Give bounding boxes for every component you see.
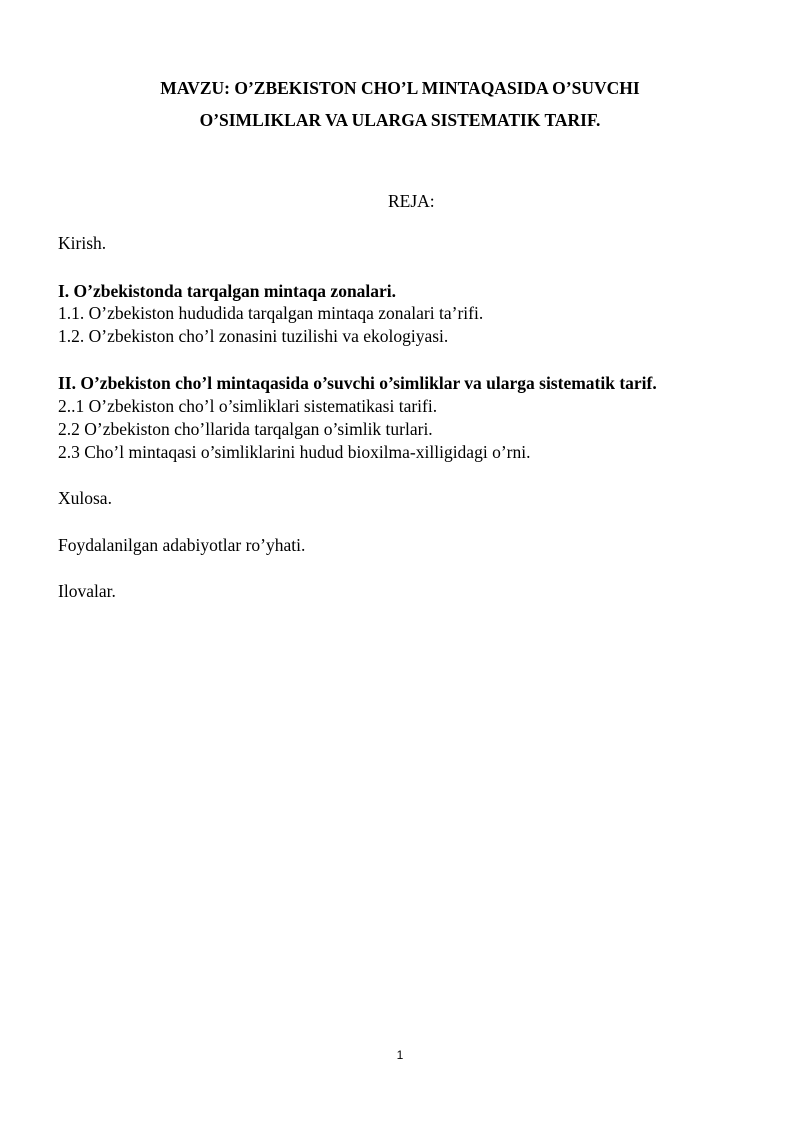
section-2-item: 2.2 O’zbekiston cho’llarida tarqalgan o’simlik turlari.: [58, 419, 433, 439]
plan-heading: REJA:: [388, 191, 435, 211]
section-2-item: 2.3 Cho’l mintaqasi o’simliklarini hudud bioxilma-xilligidagi o’rni.: [58, 442, 531, 462]
title-line-2: O’SIMLIKLAR VA ULARGA SISTEMATIK TARIF.: [199, 110, 601, 130]
section-2-heading: II. O’zbekiston cho’l mintaqasida o’suvchi o’simliklar va ularga sistematik tarif.: [58, 373, 657, 393]
title-line-1: MAVZU: O’ZBEKISTON CHO’L MINTAQASIDA O’SUVCHI: [160, 78, 640, 98]
appendices-item: Ilovalar.: [58, 581, 116, 601]
section-1-item: 1.2. O’zbekiston cho’l zonasini tuzilishi va ekologiyasi.: [58, 326, 449, 346]
document-title: [0, 72, 800, 136]
page-number: 1: [396, 1048, 404, 1062]
section-2-item: 2..1 O’zbekiston cho’l o’simliklari sistematikasi tarifi.: [58, 396, 438, 416]
intro-item: Kirish.: [58, 233, 107, 253]
section-1-item: 1.1. O’zbekiston hududida tarqalgan mintaqa zonalari ta’rifi.: [58, 303, 484, 323]
conclusion-item: Xulosa.: [58, 488, 112, 508]
references-item: Foydalanilgan adabiyotlar ro’yhati.: [58, 535, 306, 555]
section-1-heading: I. O’zbekistonda tarqalgan mintaqa zonalari.: [58, 281, 397, 301]
